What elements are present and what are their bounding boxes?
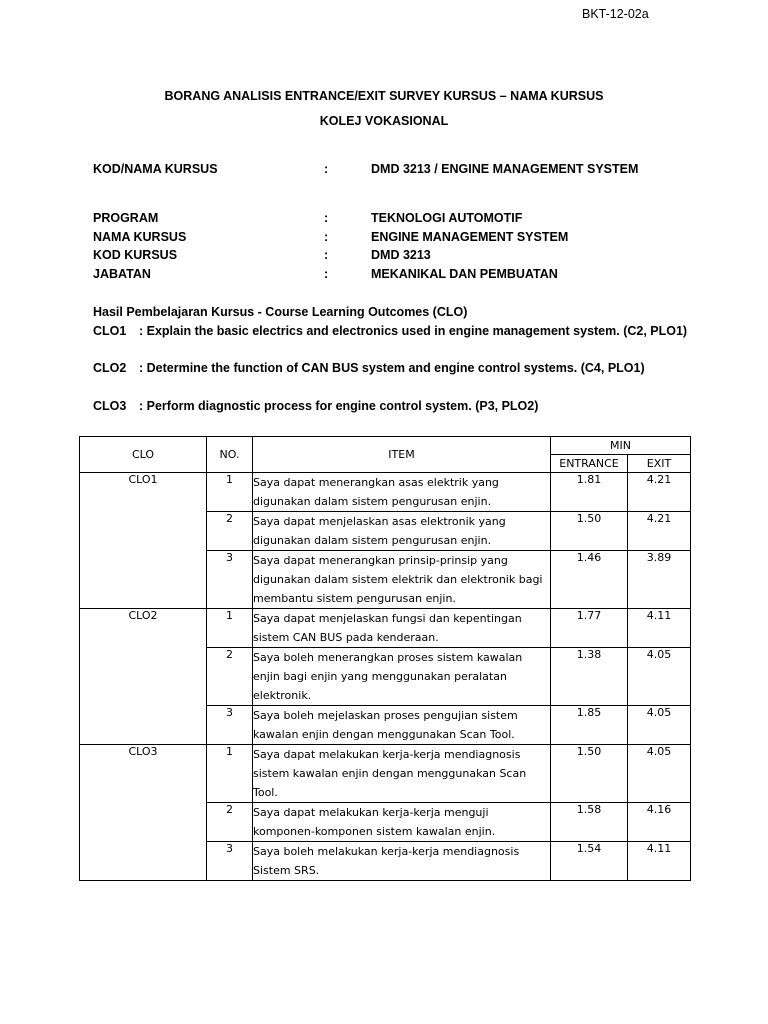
table-row: [80, 609, 691, 648]
row-item: Saya dapat menjelaskan asas elektronik yang digunakan dalam sistem pengurusan enjin.: [253, 512, 551, 551]
info-colon: :: [324, 230, 329, 244]
info-colon: :: [324, 248, 329, 262]
row-entrance: 1.46: [551, 551, 628, 609]
row-entrance: 1.81: [551, 473, 628, 512]
row-item: Saya boleh melakukan kerja-kerja mendiagnosis Sistem SRS.: [253, 842, 551, 881]
row-exit: 4.05: [628, 706, 691, 745]
info-label: PROGRAM: [93, 211, 159, 225]
info-value: TEKNOLOGI AUTOMOTIF: [371, 211, 523, 225]
row-entrance: 1.85: [551, 706, 628, 745]
header-no: NO.: [207, 437, 253, 473]
outcomes-heading: Hasil Pembelajaran Kursus - Course Learning Outcomes (CLO): [93, 305, 468, 319]
clo-group-label: CLO3: [80, 745, 207, 881]
outcome-id: CLO3: [93, 399, 127, 413]
row-entrance: 1.77: [551, 609, 628, 648]
row-exit: 4.21: [628, 473, 691, 512]
row-number: 1: [207, 745, 253, 803]
header-clo: CLO: [80, 437, 207, 473]
row-exit: 3.89: [628, 551, 691, 609]
row-entrance: 1.50: [551, 745, 628, 803]
header-entrance: ENTRANCE: [551, 455, 628, 473]
outcome-text: : Determine the function of CAN BUS system and engine control systems. (C4, PLO1): [139, 361, 645, 375]
clo-group-label: CLO2: [80, 609, 207, 745]
outcome-id: CLO2: [93, 361, 127, 375]
table-row: [80, 473, 691, 512]
row-exit: 4.11: [628, 842, 691, 881]
document-subtitle: KOLEJ VOKASIONAL: [319, 114, 449, 128]
row-number: 3: [207, 551, 253, 609]
header-min: MIN: [551, 437, 691, 455]
row-item: Saya dapat menjelaskan fungsi dan kepentingan sistem CAN BUS pada kenderaan.: [253, 609, 551, 648]
row-exit: 4.05: [628, 745, 691, 803]
header-exit: EXIT: [628, 455, 691, 473]
row-number: 2: [207, 803, 253, 842]
row-item: Saya dapat melakukan kerja-kerja menguji komponen-komponen sistem kawalan enjin.: [253, 803, 551, 842]
outcome-id: CLO1: [93, 324, 127, 338]
row-exit: 4.05: [628, 648, 691, 706]
info-label: NAMA KURSUS: [93, 230, 187, 244]
row-entrance: 1.50: [551, 512, 628, 551]
row-number: 1: [207, 609, 253, 648]
row-number: 2: [207, 648, 253, 706]
row-item: Saya dapat menerangkan prinsip-prinsip yang digunakan dalam sistem elektrik dan elektronik bagi membantu sistem pengurusan enjin.: [253, 551, 551, 609]
row-exit: 4.21: [628, 512, 691, 551]
row-number: 2: [207, 512, 253, 551]
row-number: 3: [207, 842, 253, 881]
row-entrance: 1.58: [551, 803, 628, 842]
header-item: ITEM: [253, 437, 551, 473]
info-label: JABATAN: [93, 267, 151, 281]
document-title: BORANG ANALISIS ENTRANCE/EXIT SURVEY KURSUS – NAMA KURSUS: [164, 89, 604, 103]
row-item: Saya dapat menerangkan asas elektrik yang digunakan dalam sistem pengurusan enjin.: [253, 473, 551, 512]
row-exit: 4.11: [628, 609, 691, 648]
info-colon: :: [324, 267, 329, 281]
info-value: DMD 3213 / ENGINE MANAGEMENT SYSTEM: [371, 162, 639, 176]
row-item: Saya boleh menerangkan proses sistem kawalan enjin bagi enjin yang menggunakan peralatan elektronik.: [253, 648, 551, 706]
row-item: Saya dapat melakukan kerja-kerja mendiagnosis sistem kawalan enjin dengan menggunakan Scan Tool.: [253, 745, 551, 803]
row-item: Saya boleh mejelaskan proses pengujian sistem kawalan enjin dengan menggunakan Scan Tool.: [253, 706, 551, 745]
row-entrance: 1.54: [551, 842, 628, 881]
info-value: MEKANIKAL DAN PEMBUATAN: [371, 267, 558, 281]
info-colon: :: [324, 162, 329, 176]
outcome-text: : Explain the basic electrics and electronics used in engine management system. (C2, PLO1): [139, 324, 688, 338]
row-exit: 4.16: [628, 803, 691, 842]
info-value: ENGINE MANAGEMENT SYSTEM: [371, 230, 569, 244]
row-entrance: 1.38: [551, 648, 628, 706]
info-value: DMD 3213: [371, 248, 431, 262]
info-colon: :: [324, 211, 329, 225]
row-number: 3: [207, 706, 253, 745]
survey-results-table: [79, 436, 691, 881]
info-label: KOD KURSUS: [93, 248, 178, 262]
info-label: KOD/NAMA KURSUS: [93, 162, 218, 176]
outcome-text: : Perform diagnostic process for engine control system. (P3, PLO2): [139, 399, 539, 413]
row-number: 1: [207, 473, 253, 512]
table-row: [80, 745, 691, 803]
document-code: BKT-12-02a: [582, 7, 649, 21]
clo-group-label: CLO1: [80, 473, 207, 609]
